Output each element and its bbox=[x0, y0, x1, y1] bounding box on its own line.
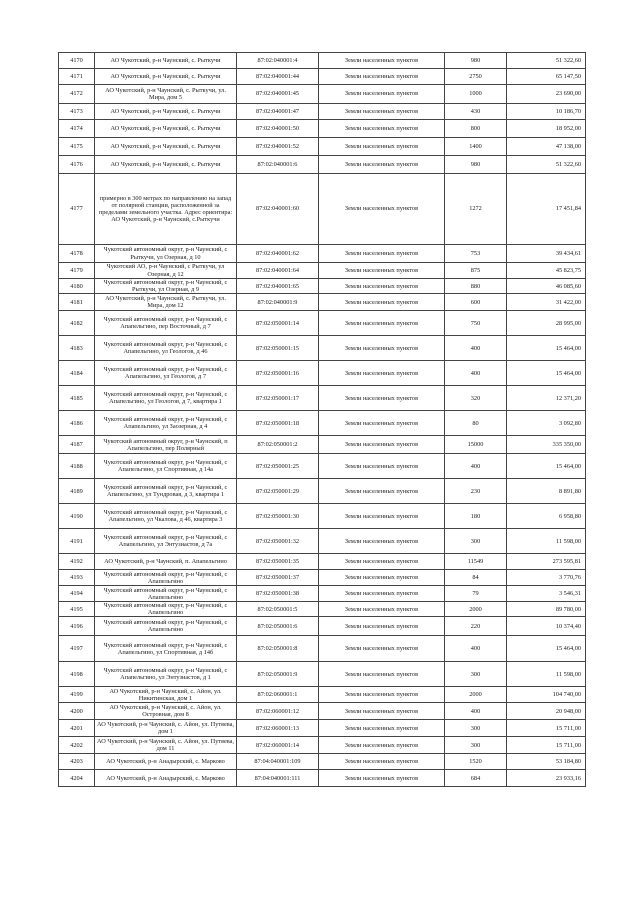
cadastral-number-cell: 87:02:040001:62 bbox=[237, 245, 319, 263]
row-number-cell: 4182 bbox=[59, 311, 95, 336]
address-cell: Чукотский автономный округ, р-н Чаунский, с Апапельгино, ул Геологов, д 7 bbox=[95, 361, 237, 386]
land-category-cell: Земли населенных пунктов bbox=[319, 69, 445, 85]
table-row bbox=[59, 138, 586, 156]
row-number-cell: 4194 bbox=[59, 586, 95, 602]
cadastral-number-cell: 87:02:040001:47 bbox=[237, 104, 319, 120]
cadastral-value-cell: 46 085,60 bbox=[507, 279, 586, 294]
cadastral-value-cell: 3 092,80 bbox=[507, 411, 586, 436]
address-cell: АО Чукотский, р-н Чаунский, с. Рыткучи, ул. Мира, дом 12 bbox=[95, 294, 237, 311]
address-cell: Чукотский автономный округ, р-н Чаунский, с Апапельгино, ул Энтузиастов, д 7а bbox=[95, 529, 237, 554]
address-cell: АО Чукотский, р-н Анадырский, с. Марково bbox=[95, 770, 237, 787]
area-cell: 980 bbox=[445, 53, 507, 69]
land-category-cell: Земли населенных пунктов bbox=[319, 120, 445, 138]
cadastral-number-cell: 87:02:060001:14 bbox=[237, 737, 319, 754]
table-row bbox=[59, 479, 586, 504]
area-cell: 875 bbox=[445, 263, 507, 279]
area-cell: 750 bbox=[445, 311, 507, 336]
cadastral-value-cell: 15 464,00 bbox=[507, 454, 586, 479]
cadastral-value-cell: 104 740,00 bbox=[507, 687, 586, 703]
row-number-cell: 4189 bbox=[59, 479, 95, 504]
row-number-cell: 4181 bbox=[59, 294, 95, 311]
row-number-cell: 4195 bbox=[59, 602, 95, 617]
land-category-cell: Земли населенных пунктов bbox=[319, 554, 445, 570]
cadastral-value-cell: 11 598,00 bbox=[507, 529, 586, 554]
cadastral-value-cell: 8 891,80 bbox=[507, 479, 586, 504]
cadastral-number-cell: 87:02:040001:64 bbox=[237, 263, 319, 279]
address-cell: АО Чукотский, р-н Чаунский, с. Рыткучи bbox=[95, 156, 237, 174]
cadastral-number-cell: 87:02:050001:14 bbox=[237, 311, 319, 336]
table-row bbox=[59, 737, 586, 754]
area-cell: 300 bbox=[445, 529, 507, 554]
table-row bbox=[59, 617, 586, 636]
table-row bbox=[59, 53, 586, 69]
land-category-cell: Земли населенных пунктов bbox=[319, 602, 445, 617]
cadastral-value-cell: 15 711,00 bbox=[507, 720, 586, 737]
land-category-cell: Земли населенных пунктов bbox=[319, 411, 445, 436]
cadastral-number-cell: 87:02:050001:38 bbox=[237, 586, 319, 602]
area-cell: 220 bbox=[445, 617, 507, 636]
row-number-cell: 4198 bbox=[59, 662, 95, 687]
cadastral-number-cell: 87:02:040001:50 bbox=[237, 120, 319, 138]
cadastral-number-cell: 87:02:040001:52 bbox=[237, 138, 319, 156]
cadastral-value-cell: 15 464,00 bbox=[507, 336, 586, 361]
table-row bbox=[59, 120, 586, 138]
area-cell: 400 bbox=[445, 336, 507, 361]
cadastral-value-cell: 6 958,80 bbox=[507, 504, 586, 529]
land-category-cell: Земли населенных пунктов bbox=[319, 245, 445, 263]
address-cell: Чукотский автономный округ, р-н Чаунский, с Апапельгино, ул Спортивная, д 14б bbox=[95, 636, 237, 662]
address-cell: Чукотский автономный округ, р-н Чаунский, с Апапельгино, ул Энтузиастов, д 1 bbox=[95, 662, 237, 687]
address-cell: Чукотский автономный округ, р-н Чаунский, с Апапельгино, ул Чкалова, д 46, квартира 3 bbox=[95, 504, 237, 529]
document-page bbox=[58, 52, 585, 787]
cadastral-number-cell: 87:02:050001:30 bbox=[237, 504, 319, 529]
area-cell: 400 bbox=[445, 454, 507, 479]
table-row bbox=[59, 85, 586, 104]
cadastral-value-cell: 39 434,61 bbox=[507, 245, 586, 263]
address-cell: Чукотский автономный округ, р-н Чаунский, с Апапельгино, ул Геологов, д 46 bbox=[95, 336, 237, 361]
cadastral-number-cell: 87:02:050001:18 bbox=[237, 411, 319, 436]
row-number-cell: 4203 bbox=[59, 754, 95, 770]
cadastral-number-cell: 87:02:040001:6 bbox=[237, 156, 319, 174]
area-cell: 320 bbox=[445, 386, 507, 411]
cadastral-value-cell: 10 374,40 bbox=[507, 617, 586, 636]
cadastral-value-cell: 45 823,75 bbox=[507, 263, 586, 279]
table-row bbox=[59, 69, 586, 85]
row-number-cell: 4179 bbox=[59, 263, 95, 279]
cadastral-number-cell: 87:02:060001:13 bbox=[237, 720, 319, 737]
address-cell: Чукотский автономный округ, р-н Чаунский, с Апапельгино bbox=[95, 586, 237, 602]
address-cell: АО Чукотский, р-н Чаунский, с. Айон, ул. Островная, дом 8 bbox=[95, 703, 237, 720]
cadastral-value-cell: 51 322,60 bbox=[507, 156, 586, 174]
cadastral-value-cell: 28 995,00 bbox=[507, 311, 586, 336]
area-cell: 430 bbox=[445, 104, 507, 120]
land-category-cell: Земли населенных пунктов bbox=[319, 529, 445, 554]
address-cell: АО Чукотский, р-н Чаунский, с. Рыткучи bbox=[95, 69, 237, 85]
table-row bbox=[59, 361, 586, 386]
table-row bbox=[59, 504, 586, 529]
area-cell: 400 bbox=[445, 361, 507, 386]
cadastral-number-cell: 87:02:060001:12 bbox=[237, 703, 319, 720]
table-row bbox=[59, 754, 586, 770]
row-number-cell: 4201 bbox=[59, 720, 95, 737]
cadastral-value-cell: 65 147,50 bbox=[507, 69, 586, 85]
cadastral-number-cell: 87:02:040001:4 bbox=[237, 53, 319, 69]
land-category-cell: Земли населенных пунктов bbox=[319, 454, 445, 479]
row-number-cell: 4183 bbox=[59, 336, 95, 361]
cadastral-number-cell: 87:02:040001:45 bbox=[237, 85, 319, 104]
land-category-cell: Земли населенных пунктов bbox=[319, 174, 445, 245]
area-cell: 79 bbox=[445, 586, 507, 602]
area-cell: 11549 bbox=[445, 554, 507, 570]
table-row bbox=[59, 311, 586, 336]
area-cell: 300 bbox=[445, 662, 507, 687]
area-cell: 1000 bbox=[445, 85, 507, 104]
cadastral-value-cell: 18 952,00 bbox=[507, 120, 586, 138]
land-category-cell: Земли населенных пунктов bbox=[319, 570, 445, 586]
cadastral-value-cell: 47 138,00 bbox=[507, 138, 586, 156]
table-row bbox=[59, 386, 586, 411]
area-cell: 980 bbox=[445, 156, 507, 174]
address-cell: Чукотский автономный округ, р-н Чаунский, с Апапельгино, ул Тундровая, д 3, квартира 1 bbox=[95, 479, 237, 504]
land-category-cell: Земли населенных пунктов bbox=[319, 504, 445, 529]
table-row bbox=[59, 529, 586, 554]
cadastral-number-cell: 87:02:050001:8 bbox=[237, 636, 319, 662]
land-category-cell: Земли населенных пунктов bbox=[319, 279, 445, 294]
land-category-cell: Земли населенных пунктов bbox=[319, 636, 445, 662]
area-cell: 2750 bbox=[445, 69, 507, 85]
land-category-cell: Земли населенных пунктов bbox=[319, 737, 445, 754]
table-row bbox=[59, 263, 586, 279]
cadastral-number-cell: 87:02:050001:35 bbox=[237, 554, 319, 570]
land-category-cell: Земли населенных пунктов bbox=[319, 703, 445, 720]
address-cell: АО Чукотский, р-н Чаунский, с. Рыткучи bbox=[95, 104, 237, 120]
area-cell: 684 bbox=[445, 770, 507, 787]
land-category-cell: Земли населенных пунктов bbox=[319, 361, 445, 386]
cadastral-number-cell: 87:02:050001:15 bbox=[237, 336, 319, 361]
area-cell: 84 bbox=[445, 570, 507, 586]
land-category-cell: Земли населенных пунктов bbox=[319, 479, 445, 504]
table-row bbox=[59, 436, 586, 454]
cadastral-number-cell: 87:02:040001:65 bbox=[237, 279, 319, 294]
table-row bbox=[59, 703, 586, 720]
cadastral-number-cell: 87:02:050001:29 bbox=[237, 479, 319, 504]
land-category-cell: Земли населенных пунктов bbox=[319, 138, 445, 156]
row-number-cell: 4200 bbox=[59, 703, 95, 720]
cadastral-number-cell: 87:02:060001:1 bbox=[237, 687, 319, 703]
row-number-cell: 4176 bbox=[59, 156, 95, 174]
cadastral-number-cell: 87:02:040001:60 bbox=[237, 174, 319, 245]
cadastral-number-cell: 87:02:050001:32 bbox=[237, 529, 319, 554]
cadastral-number-cell: 87:02:050001:9 bbox=[237, 662, 319, 687]
table-row bbox=[59, 554, 586, 570]
area-cell: 600 bbox=[445, 294, 507, 311]
table-row bbox=[59, 245, 586, 263]
land-category-cell: Земли населенных пунктов bbox=[319, 662, 445, 687]
address-cell: АО Чукотский, р-н Чаунский, с. Айон, ул. Путяева, дом 11 bbox=[95, 737, 237, 754]
table-row bbox=[59, 279, 586, 294]
cadastral-value-cell: 53 184,80 bbox=[507, 754, 586, 770]
table-row bbox=[59, 454, 586, 479]
cadastral-number-cell: 87:02:050001:6 bbox=[237, 617, 319, 636]
land-category-cell: Земли населенных пунктов bbox=[319, 336, 445, 361]
address-cell: Чукотский автономный округ, р-н Чаунский, с Апапельгино, ул Геологов, д 7, квартира 1 bbox=[95, 386, 237, 411]
cadastral-number-cell: 87:02:050001:37 bbox=[237, 570, 319, 586]
row-number-cell: 4196 bbox=[59, 617, 95, 636]
address-cell: Чукотский автономный округ, р-н Чаунский, с Апапельгино, пер Восточный, д 7 bbox=[95, 311, 237, 336]
table-row bbox=[59, 687, 586, 703]
row-number-cell: 4188 bbox=[59, 454, 95, 479]
table-row bbox=[59, 586, 586, 602]
table-row bbox=[59, 602, 586, 617]
land-category-cell: Земли населенных пунктов bbox=[319, 53, 445, 69]
area-cell: 400 bbox=[445, 703, 507, 720]
cadastral-number-cell: 87:02:050001:5 bbox=[237, 602, 319, 617]
address-cell: АО Чукотский, р-н Анадырский, с. Марково bbox=[95, 754, 237, 770]
cadastral-value-cell: 3 546,31 bbox=[507, 586, 586, 602]
land-category-cell: Земли населенных пунктов bbox=[319, 263, 445, 279]
area-cell: 180 bbox=[445, 504, 507, 529]
land-category-cell: Земли населенных пунктов bbox=[319, 586, 445, 602]
cadastral-number-cell: 87:02:040001:44 bbox=[237, 69, 319, 85]
cadastral-value-cell: 89 780,00 bbox=[507, 602, 586, 617]
area-cell: 1520 bbox=[445, 754, 507, 770]
area-cell: 400 bbox=[445, 636, 507, 662]
land-category-cell: Земли населенных пунктов bbox=[319, 311, 445, 336]
area-cell: 300 bbox=[445, 720, 507, 737]
area-cell: 880 bbox=[445, 279, 507, 294]
table-row bbox=[59, 662, 586, 687]
cadastral-number-cell: 87:04:040001:109 bbox=[237, 754, 319, 770]
row-number-cell: 4184 bbox=[59, 361, 95, 386]
area-cell: 2000 bbox=[445, 687, 507, 703]
cadastral-value-cell: 15 464,00 bbox=[507, 636, 586, 662]
cadastral-value-cell: 12 371,20 bbox=[507, 386, 586, 411]
cadastral-value-cell: 31 422,00 bbox=[507, 294, 586, 311]
land-category-cell: Земли населенных пунктов bbox=[319, 386, 445, 411]
table-row bbox=[59, 720, 586, 737]
row-number-cell: 4187 bbox=[59, 436, 95, 454]
row-number-cell: 4172 bbox=[59, 85, 95, 104]
row-number-cell: 4171 bbox=[59, 69, 95, 85]
table-row bbox=[59, 770, 586, 787]
row-number-cell: 4204 bbox=[59, 770, 95, 787]
cadastral-value-cell: 17 451,84 bbox=[507, 174, 586, 245]
cadastral-value-cell: 51 322,60 bbox=[507, 53, 586, 69]
address-cell: АО Чукотский, р-н Чаунский, с. Рыткучи, ул. Мира, дом 5 bbox=[95, 85, 237, 104]
address-cell: АО Чукотский, р-н Чаунский, с. Айон, ул. Никитинская, дом 1 bbox=[95, 687, 237, 703]
row-number-cell: 4170 bbox=[59, 53, 95, 69]
cadastral-value-cell: 335 350,00 bbox=[507, 436, 586, 454]
row-number-cell: 4175 bbox=[59, 138, 95, 156]
address-cell: АО Чукотский, р-н Чаунский, с. Рыткучи bbox=[95, 53, 237, 69]
address-cell: Чукотский автономный округ, р-н Чаунский, с Апапельгино bbox=[95, 617, 237, 636]
cadastral-number-cell: 87:02:050001:2 bbox=[237, 436, 319, 454]
table-row bbox=[59, 156, 586, 174]
row-number-cell: 4197 bbox=[59, 636, 95, 662]
address-cell: Чукотский автономный округ, р-н Чаунский, с Рыткучи, ул Озерная, д 9 bbox=[95, 279, 237, 294]
address-cell: АО Чукотский, р-н Чаунский, с. Рыткучи bbox=[95, 120, 237, 138]
address-cell: АО Чукотский, р-н Чаунский, п. Апапельгино bbox=[95, 554, 237, 570]
row-number-cell: 4193 bbox=[59, 570, 95, 586]
row-number-cell: 4202 bbox=[59, 737, 95, 754]
address-cell: АО Чукотский, р-н Чаунский, с. Рыткучи bbox=[95, 138, 237, 156]
area-cell: 800 bbox=[445, 120, 507, 138]
table-row bbox=[59, 104, 586, 120]
area-cell: 230 bbox=[445, 479, 507, 504]
table-row bbox=[59, 570, 586, 586]
cadastral-number-cell: 87:02:050001:17 bbox=[237, 386, 319, 411]
land-category-cell: Земли населенных пунктов bbox=[319, 617, 445, 636]
table-body bbox=[59, 53, 586, 787]
address-cell: примерно в 300 метрах по направлению на запад от полярной станции, расположенной за пределами земельного участка. Адрес ориентира: АО Чукотский, р-н Чаунский, с.Рыткучи bbox=[95, 174, 237, 245]
cadastral-value-cell: 20 948,00 bbox=[507, 703, 586, 720]
table-row bbox=[59, 411, 586, 436]
land-category-cell: Земли населенных пунктов bbox=[319, 687, 445, 703]
row-number-cell: 4185 bbox=[59, 386, 95, 411]
area-cell: 753 bbox=[445, 245, 507, 263]
address-cell: Чукотский автономный округ, р-н Чаунский, с Апапельгино, ул Спортивная, д 14а bbox=[95, 454, 237, 479]
land-category-cell: Земли населенных пунктов bbox=[319, 85, 445, 104]
cadastral-value-cell: 3 770,76 bbox=[507, 570, 586, 586]
land-category-cell: Земли населенных пунктов bbox=[319, 156, 445, 174]
cadastral-number-cell: 87:02:050001:25 bbox=[237, 454, 319, 479]
row-number-cell: 4199 bbox=[59, 687, 95, 703]
row-number-cell: 4174 bbox=[59, 120, 95, 138]
area-cell: 80 bbox=[445, 411, 507, 436]
land-parcels-table bbox=[58, 52, 586, 787]
cadastral-number-cell: 87:02:040001:9 bbox=[237, 294, 319, 311]
land-category-cell: Земли населенных пунктов bbox=[319, 104, 445, 120]
row-number-cell: 4180 bbox=[59, 279, 95, 294]
row-number-cell: 4186 bbox=[59, 411, 95, 436]
address-cell: АО Чукотский, р-н Чаунский, с. Айон, ул. Путяева, дом 1 bbox=[95, 720, 237, 737]
cadastral-value-cell: 15 711,00 bbox=[507, 737, 586, 754]
address-cell: Чукотский автономный округ, р-н Чаунский, с Апапельгино bbox=[95, 570, 237, 586]
area-cell: 1400 bbox=[445, 138, 507, 156]
row-number-cell: 4177 bbox=[59, 174, 95, 245]
cadastral-value-cell: 15 464,00 bbox=[507, 361, 586, 386]
cadastral-value-cell: 273 595,81 bbox=[507, 554, 586, 570]
cadastral-number-cell: 87:04:040001:111 bbox=[237, 770, 319, 787]
row-number-cell: 4191 bbox=[59, 529, 95, 554]
cadastral-value-cell: 10 186,70 bbox=[507, 104, 586, 120]
table-row bbox=[59, 174, 586, 245]
land-category-cell: Земли населенных пунктов bbox=[319, 436, 445, 454]
area-cell: 1272 bbox=[445, 174, 507, 245]
row-number-cell: 4173 bbox=[59, 104, 95, 120]
table-row bbox=[59, 336, 586, 361]
area-cell: 300 bbox=[445, 737, 507, 754]
area-cell: 2000 bbox=[445, 602, 507, 617]
table-row bbox=[59, 636, 586, 662]
address-cell: Чукотский автономный округ, р-н Чаунский, п Апапельгино, пер Полярный bbox=[95, 436, 237, 454]
cadastral-value-cell: 11 598,00 bbox=[507, 662, 586, 687]
address-cell: Чукотский автономный округ, р-н Чаунский, с Рыткучи, ул Озерная, д 10 bbox=[95, 245, 237, 263]
land-category-cell: Земли населенных пунктов bbox=[319, 720, 445, 737]
address-cell: Чукотский автономный округ, р-н Чаунский, с Апапельгино bbox=[95, 602, 237, 617]
address-cell: Чукотский АО, р-н Чаунский, с Рыткучи, ул Озерная, д 12 bbox=[95, 263, 237, 279]
land-category-cell: Земли населенных пунктов bbox=[319, 294, 445, 311]
land-category-cell: Земли населенных пунктов bbox=[319, 770, 445, 787]
row-number-cell: 4178 bbox=[59, 245, 95, 263]
address-cell: Чукотский автономный округ, р-н Чаунский, с Апапельгино, ул Заозерная, д 4 bbox=[95, 411, 237, 436]
table-row bbox=[59, 294, 586, 311]
cadastral-value-cell: 23 933,16 bbox=[507, 770, 586, 787]
cadastral-value-cell: 23 690,00 bbox=[507, 85, 586, 104]
row-number-cell: 4192 bbox=[59, 554, 95, 570]
area-cell: 15000 bbox=[445, 436, 507, 454]
cadastral-number-cell: 87:02:050001:16 bbox=[237, 361, 319, 386]
land-category-cell: Земли населенных пунктов bbox=[319, 754, 445, 770]
row-number-cell: 4190 bbox=[59, 504, 95, 529]
